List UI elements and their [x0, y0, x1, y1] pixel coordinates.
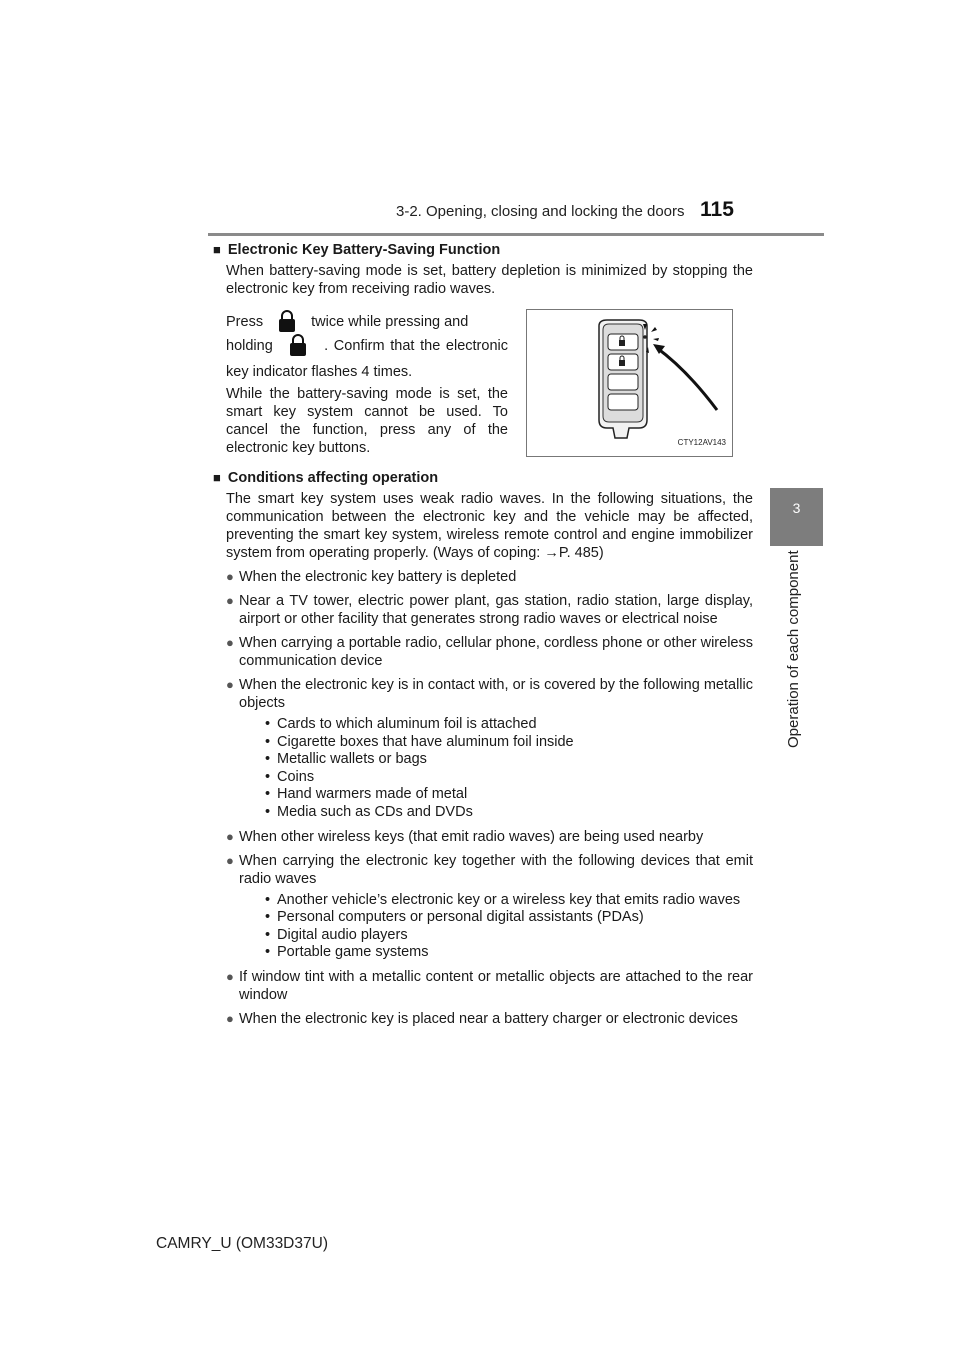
- conditions-heading: [213, 469, 753, 487]
- condition-item: [226, 968, 753, 1004]
- condition-body: [239, 592, 753, 628]
- condition-item: [226, 852, 753, 962]
- figure-code: CTY12AV143: [677, 438, 726, 447]
- holding-word: holding: [226, 338, 273, 354]
- sub-bullet-marker: •: [265, 803, 271, 820]
- sub-item-text: Cards to which aluminum foil is attached: [277, 716, 537, 732]
- condition-text: When the electronic key battery is depleted: [239, 569, 517, 585]
- condition-text: Near a TV tower, electric power plant, gas station, radio station, large display, airport or other facility that generates strong radio waves or electrical noise: [239, 593, 753, 627]
- chapter-number: 3: [792, 500, 801, 516]
- condition-body: [239, 1010, 753, 1028]
- battery-saving-intro: When battery-saving mode is set, battery depletion is minimized by stopping the electronic key from receiving radio waves.: [226, 263, 753, 297]
- sub-item-text: Coins: [277, 768, 315, 785]
- condition-body: [239, 676, 753, 822]
- press-line: [226, 309, 508, 335]
- sub-bullet-marker: •: [265, 909, 271, 926]
- condition-item: [226, 828, 753, 846]
- bullet-marker: ●: [226, 968, 234, 984]
- lock-icon: [278, 333, 318, 357]
- page-content: [213, 241, 753, 1028]
- while-text: While the battery-saving mode is set, the smart key system cannot be used. To cancel the function, press any of the electronic key buttons.: [226, 386, 508, 456]
- sub-list-item: [265, 716, 753, 734]
- bullet-marker: ●: [226, 569, 234, 584]
- bullet-marker: ●: [226, 677, 234, 692]
- sub-bullet-marker: •: [265, 926, 271, 943]
- conditions-title: Conditions affecting operation: [227, 470, 439, 486]
- section-marker: ■: [213, 242, 221, 257]
- conditions-intro: The smart key system uses weak radio waves. In the following situations, the communication between the electronic key and the vehicle may be affected, preventing the smart key system, wireless remote control and engine immobilizer system from operating properly. (Ways of coping: →P. 485): [226, 491, 753, 561]
- key-fob-figure: [526, 309, 733, 457]
- sub-bullet-marker: •: [265, 891, 271, 908]
- sub-list-item: [265, 751, 753, 769]
- footer-code: CAMRY_U (OM33D37U): [156, 1235, 328, 1252]
- chapter-tab: [770, 488, 823, 546]
- condition-body: [239, 828, 753, 846]
- sub-list: [265, 716, 753, 822]
- sub-bullet-marker: •: [265, 733, 271, 750]
- sub-item-text: Media such as CDs and DVDs: [277, 803, 473, 820]
- bullet-marker: ●: [226, 1010, 234, 1026]
- condition-text: When other wireless keys (that emit radio waves) are being used nearby: [239, 828, 704, 845]
- confirm-text: . Confirm that the electronic key indicator flashes 4 times.: [226, 338, 508, 380]
- sub-item-text: Hand warmers made of metal: [277, 786, 468, 803]
- condition-body: [239, 852, 753, 962]
- condition-body: [239, 968, 753, 1004]
- section-marker: ■: [213, 470, 221, 485]
- press-word: Press: [226, 314, 264, 330]
- battery-saving-instructions: [226, 309, 753, 457]
- sub-list-item: [265, 804, 753, 822]
- bullet-marker: ●: [226, 635, 234, 650]
- instruction-text: [226, 309, 508, 457]
- sub-list-item: [265, 734, 753, 752]
- condition-text: When carrying the electronic key together with the following devices that emit radio waves: [239, 852, 753, 887]
- condition-item: [226, 634, 753, 670]
- sub-list-item: [265, 769, 753, 787]
- condition-item: [226, 676, 753, 822]
- condition-text: When carrying a portable radio, cellular phone, cordless phone or other wireless communication device: [239, 635, 753, 669]
- holding-line: [226, 333, 508, 385]
- sub-list: [265, 892, 753, 962]
- condition-item: [226, 568, 753, 586]
- condition-text: When the electronic key is placed near a battery charger or electronic devices: [239, 1010, 738, 1027]
- sub-bullet-marker: •: [265, 768, 271, 785]
- battery-saving-title: Electronic Key Battery-Saving Function: [227, 242, 501, 258]
- sub-bullet-marker: •: [265, 786, 271, 803]
- condition-text: If window tint with a metallic content or metallic objects are attached to the rear window: [239, 968, 753, 1003]
- section-heading: 3-2. Opening, closing and locking the doors: [396, 203, 685, 220]
- sub-bullet-marker: •: [265, 751, 271, 768]
- sub-list-item: [265, 786, 753, 804]
- condition-item: [226, 592, 753, 628]
- condition-body: [239, 568, 753, 586]
- conditions-list: [213, 568, 753, 1028]
- sub-item-text: Personal computers or personal digital assistants (PDAs): [277, 909, 644, 926]
- sub-list-item: [265, 909, 753, 927]
- sub-item-text: Another vehicle’s electronic key or a wireless key that emits radio waves: [277, 891, 741, 908]
- lock-icon: [267, 309, 307, 333]
- header-divider: [208, 233, 824, 236]
- sub-item-text: Digital audio players: [277, 926, 408, 943]
- condition-text: When the electronic key is in contact with, or is covered by the following metallic objects: [239, 677, 753, 711]
- sub-bullet-marker: •: [265, 716, 271, 732]
- condition-item: [226, 1010, 753, 1028]
- chapter-label: Operation of each component: [785, 550, 802, 748]
- bullet-marker: ●: [226, 828, 234, 844]
- sub-list-item: [265, 892, 753, 910]
- page-number: 115: [700, 198, 734, 221]
- bullet-marker: ●: [226, 593, 234, 608]
- sub-list-item: [265, 944, 753, 962]
- sub-bullet-marker: •: [265, 944, 271, 961]
- twice-text: twice while pressing and: [311, 314, 469, 330]
- sub-item-text: Portable game systems: [277, 944, 429, 961]
- bullet-marker: ●: [226, 852, 234, 868]
- sub-list-item: [265, 927, 753, 945]
- condition-body: [239, 634, 753, 670]
- sub-item-text: Metallic wallets or bags: [277, 751, 427, 768]
- sub-item-text: Cigarette boxes that have aluminum foil inside: [277, 733, 574, 750]
- battery-saving-heading: [213, 241, 753, 259]
